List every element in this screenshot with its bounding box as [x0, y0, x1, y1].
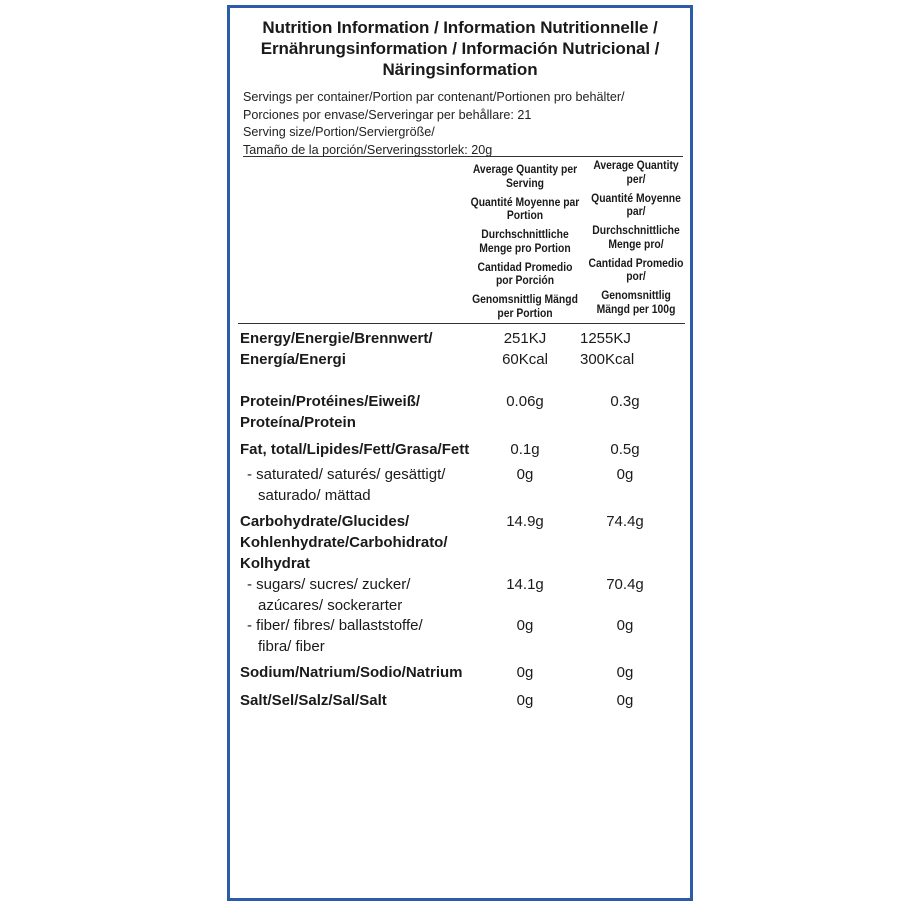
- per-100g-value: 0.3g: [610, 393, 640, 410]
- value-line: 1255KJ: [580, 330, 631, 347]
- per-serving-value: 0g: [516, 664, 534, 681]
- nutrient-name: [240, 391, 498, 433]
- per-serving-value: 0.1g: [510, 441, 540, 458]
- nutrient-name-line: saturado/ mättad: [258, 487, 371, 504]
- per-100g-value: 70.4g: [606, 576, 644, 593]
- per-100g-value: 0g: [616, 692, 634, 709]
- nutrient-name: [247, 615, 505, 657]
- nutrient-name: [240, 328, 498, 370]
- panel-title: [230, 17, 690, 80]
- column-header-per-100g: [588, 160, 683, 317]
- servings-line: Porciones por envase/Serveringar per behållare: 21: [243, 107, 532, 122]
- nutrient-name-line: - saturated/ saturés/ gesättigt/: [247, 466, 446, 483]
- nutrient-name: [247, 574, 505, 616]
- nutrient-name-line: - sugars/ sucres/ zucker/: [247, 576, 411, 593]
- header-text: Average Quantity per Serving: [472, 164, 578, 190]
- nutrient-name-line: Kolhydrat: [240, 555, 311, 572]
- nutrient-name-line: Energía/Energi: [240, 351, 346, 368]
- per-serving-value: 14.9g: [506, 513, 544, 530]
- header-text: Cantidad Promedio por Porción: [477, 261, 573, 287]
- per-serving-value: 0.06g: [506, 393, 544, 410]
- per-serving-value: 14.1g: [506, 576, 544, 593]
- per-serving-value: 0g: [516, 466, 534, 483]
- value-line: 300Kcal: [580, 351, 635, 368]
- per-100g-value: 0g: [616, 466, 634, 483]
- nutrient-name-line: Energy/Energie/Brennwert/: [240, 330, 433, 347]
- nutrient-name: Fat, total/Lipides/Fett/Grasa/Fett: [240, 441, 470, 458]
- nutrient-name-line: Carbohydrate/Glucides/: [240, 513, 410, 530]
- header-text: Quantité Moyenne par/: [591, 192, 681, 218]
- nutrient-name-line: Proteína/Protein: [240, 414, 356, 431]
- header-divider: [243, 156, 683, 157]
- nutrient-name: Sodium/Natrium/Sodio/Natrium: [240, 664, 463, 681]
- header-text: Genomsnittlig Mängd per 100g: [596, 290, 676, 316]
- nutrient-name: [247, 464, 505, 506]
- header-text: Genomsnittlig Mängd per Portion: [472, 294, 578, 320]
- per-100g-value: [580, 328, 690, 370]
- nutrient-name-line: Kohlenhydrate/Carbohidrato/: [240, 534, 448, 551]
- servings-info: [243, 89, 683, 159]
- value-line: 60Kcal: [502, 351, 548, 368]
- per-100g-value: 74.4g: [606, 513, 644, 530]
- header-text: Cantidad Promedio por/: [588, 257, 684, 283]
- per-serving-value: 0g: [516, 692, 534, 709]
- nutrient-name-line: Protein/Protéines/Eiweiß/: [240, 393, 421, 410]
- per-100g-value: 0g: [616, 617, 634, 634]
- column-header-per-serving: [470, 164, 580, 321]
- value-line: 251KJ: [503, 330, 547, 347]
- per-serving-value: [496, 328, 554, 370]
- nutrient-name: Salt/Sel/Salz/Sal/Salt: [240, 692, 387, 709]
- nutrient-name-line: - fiber/ fibres/ ballaststoffe/: [247, 617, 423, 634]
- nutrient-name: [240, 511, 498, 574]
- servings-line: Serving size/Portion/Serviergröße/: [243, 125, 435, 139]
- servings-line: Servings per container/Portion par contenant/Portionen pro behälter/: [243, 90, 625, 104]
- title-line: Ernährungsinformation / Información Nutricional /: [260, 39, 660, 58]
- per-100g-value: 0.5g: [610, 441, 640, 458]
- per-serving-value: 0g: [516, 617, 534, 634]
- title-line: Nutrition Information / Information Nutritionnelle /: [262, 18, 658, 37]
- nutrition-panel: [227, 5, 693, 901]
- table-divider: [238, 323, 685, 324]
- per-100g-value: 0g: [616, 664, 634, 681]
- header-text: Average Quantity per/: [593, 160, 679, 186]
- header-text: Durchschnittliche Menge pro Portion: [479, 229, 571, 255]
- servings-line: Tamaño de la porción/Serveringsstorlek: 20g: [243, 142, 493, 157]
- header-text: Durchschnittliche Menge pro/: [592, 225, 680, 251]
- nutrient-name-line: azúcares/ sockerarter: [258, 597, 403, 614]
- nutrient-name-line: fibra/ fiber: [258, 638, 325, 655]
- title-line: Näringsinformation: [382, 60, 538, 79]
- header-text: Quantité Moyenne par Portion: [470, 196, 580, 222]
